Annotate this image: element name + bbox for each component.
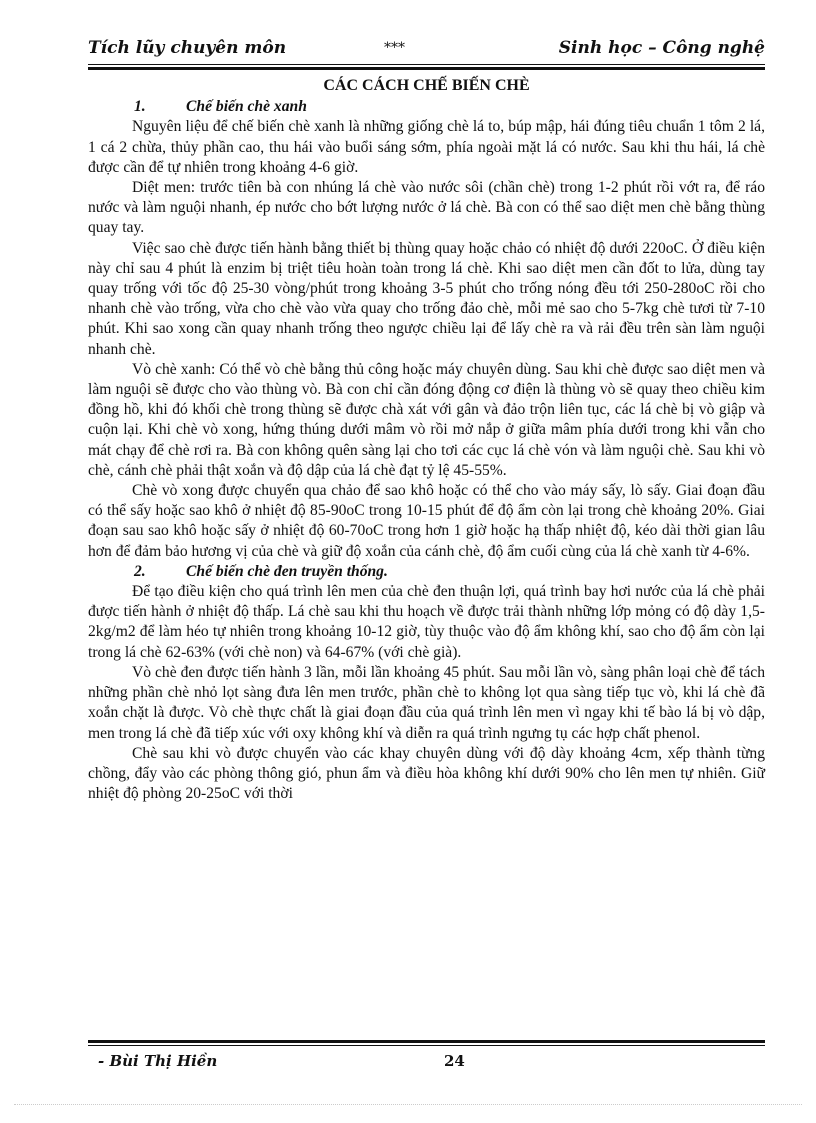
- header-right-title: Sinh học – Công nghệ: [558, 38, 765, 58]
- document-body: [88, 76, 765, 804]
- section-number-1: 1.: [134, 98, 146, 116]
- header-left-title: Tích lũy chuyên môn: [88, 38, 287, 58]
- header-ornament: ***: [384, 40, 405, 56]
- page-number: 24: [444, 1052, 465, 1070]
- section-title-2: Chế biến chè đen truyền thống.: [186, 562, 388, 580]
- footer-rule-thin: [88, 1045, 765, 1046]
- paragraph: Diệt men: trước tiên bà con nhúng lá chè vào nước sôi (chần chè) trong 1-2 phút rồi vớt ra, để ráo nước và làm nguội nhanh, ép nước cho bớt lượng nước ở lá chè. Bà con có thể sao diệt men chè bằng thùng quay tay.: [88, 179, 765, 237]
- paragraph: Để tạo điều kiện cho quá trình lên men của chè đen thuận lợi, quá trình bay hơi nước của lá chè phải được tiến hành ở nhiệt độ thấp. Lá chè sau khi thu hoạch về được trải thành những lớp mỏng có độ dày 1,5-2kg/m2 để làm héo tự nhiên trong khoảng 10-12 giờ, tùy thuộc vào độ ẩm không khí, sao cho độ ẩm còn lại trong lá chè 62-63% (với chè non) và 64-67% (với chè già).: [88, 583, 765, 661]
- paragraph: Việc sao chè được tiến hành bằng thiết bị thùng quay hoặc chảo có nhiệt độ dưới 220oC. Ở điều kiện này chỉ sau 4 phút là enzim bị triệt tiêu hoàn toàn trong lá chè. Khi sao diệt men cần đốt to lửa, dùng tay quay trống với tốc độ 25-30 vòng/phút trong khoảng 3-5 phút cho trống nóng đều tới 250-280oC rồi cho nhanh chè vào trống, vừa cho chè vào vừa quay cho trống đảo chè, mỗi mẻ sao cho 5-7kg chè tươi từ 7-10 phút. Khi sao xong cần quay nhanh trống theo ngược chiều lại để lấy chè ra và rải đều trên sàn làm nguội nhanh chè.: [88, 239, 765, 358]
- paragraph: Vò chè đen được tiến hành 3 lần, mỗi lần khoảng 45 phút. Sau mỗi lần vò, sàng phân loại chè để tách những phần chè nhỏ lọt sàng đưa lên men trước, phần chè to không lọt qua sàng tiếp tục vò, khi lá chè đã xoắn chặt là được. Vò chè thực chất là giai đoạn đầu của quá trình lên men vì ngay khi tế bào lá bị vò dập, men trong lá chè đã tiếp xúc với oxy không khí và diễn ra quá trình ngưng tụ các hợp chất phenol.: [88, 663, 765, 742]
- page-bottom-dotted-line: [14, 1104, 802, 1105]
- section-heading-2: [88, 562, 765, 582]
- header-rule-thick: [88, 67, 765, 70]
- paragraph: Chè sau khi vò được chuyển vào các khay chuyên dùng với độ dày khoảng 4cm, xếp thành từng chồng, đẩy vào các phòng thông gió, phun ẩm và điều hòa không khí dưới 90% cho lên men tự nhiên. Giữ nhiệt độ phòng 20-25oC với thời: [88, 744, 765, 803]
- paragraph: Vò chè xanh: Có thể vò chè bằng thủ công hoặc máy chuyên dùng. Sau khi chè được sao diệt men và làm nguội sẽ được cho vào thùng vò. Bà con chỉ cần đóng động cơ điện là thùng vò sẽ quay theo chiều kim đồng hồ, khi đó khối chè trong thùng sẽ được chà xát với gân và đảo trộn liên tục, các lá chè bị vò giập và cuộn lại. Khi chè vò xong, hứng thúng dưới mâm vò rồi mở nắp ở giữa mâm phía dưới trong khi vẫn cho mát chạy để chè rơi ra. Bà con không quên sàng lại cho tơi các cục lá chè vón và làm nguội chè. Sau khi vò chè, cánh chè phải thật xoắn và độ dập của lá chè đạt tỷ lệ 45-55%.: [88, 360, 765, 479]
- paragraph: Chè vò xong được chuyển qua chảo để sao khô hoặc có thể cho vào máy sấy, lò sấy. Giai đoạn đầu có thể sấy hoặc sao khô ở nhiệt độ 85-90oC trong 10-15 phút để độ ẩm còn lại trong chè khoảng 20%. Giai đoạn sau sao khô hoặc sấy ở nhiệt độ 60-70oC trong hơn 1 giờ hoặc hạ thấp nhiệt độ, kéo dài thời gian lâu hơn để đảm bảo hương vị của chè và giữ độ xoắn của cánh chè, độ ẩm cuối cùng của lá chè xanh từ 4-6%.: [88, 482, 765, 560]
- document-title: CÁC CÁCH CHẾ BIẾN CHÈ: [323, 77, 530, 94]
- header-rule-thin: [88, 64, 765, 65]
- footer-author: - Bùi Thị Hiền: [98, 1052, 218, 1070]
- section-title-1: Chế biến chè xanh: [186, 98, 307, 116]
- page-header: [88, 38, 765, 64]
- section-number-2: 2.: [134, 562, 146, 580]
- footer-rule-thick: [88, 1040, 765, 1043]
- section-heading-1: [88, 97, 765, 117]
- document-page: [88, 0, 765, 1123]
- paragraph: Nguyên liệu để chế biến chè xanh là những giống chè lá to, búp mập, hái đúng tiêu chuẩn 1 tôm 2 lá, 1 cá 2 chừa, thủy phần cao, thu hái vào buổi sáng sớm, phía ngoài mặt lá có nước. Sau khi thu hái, lá chè được cần để tự nhiên trong khoảng 4-6 giờ.: [88, 118, 765, 176]
